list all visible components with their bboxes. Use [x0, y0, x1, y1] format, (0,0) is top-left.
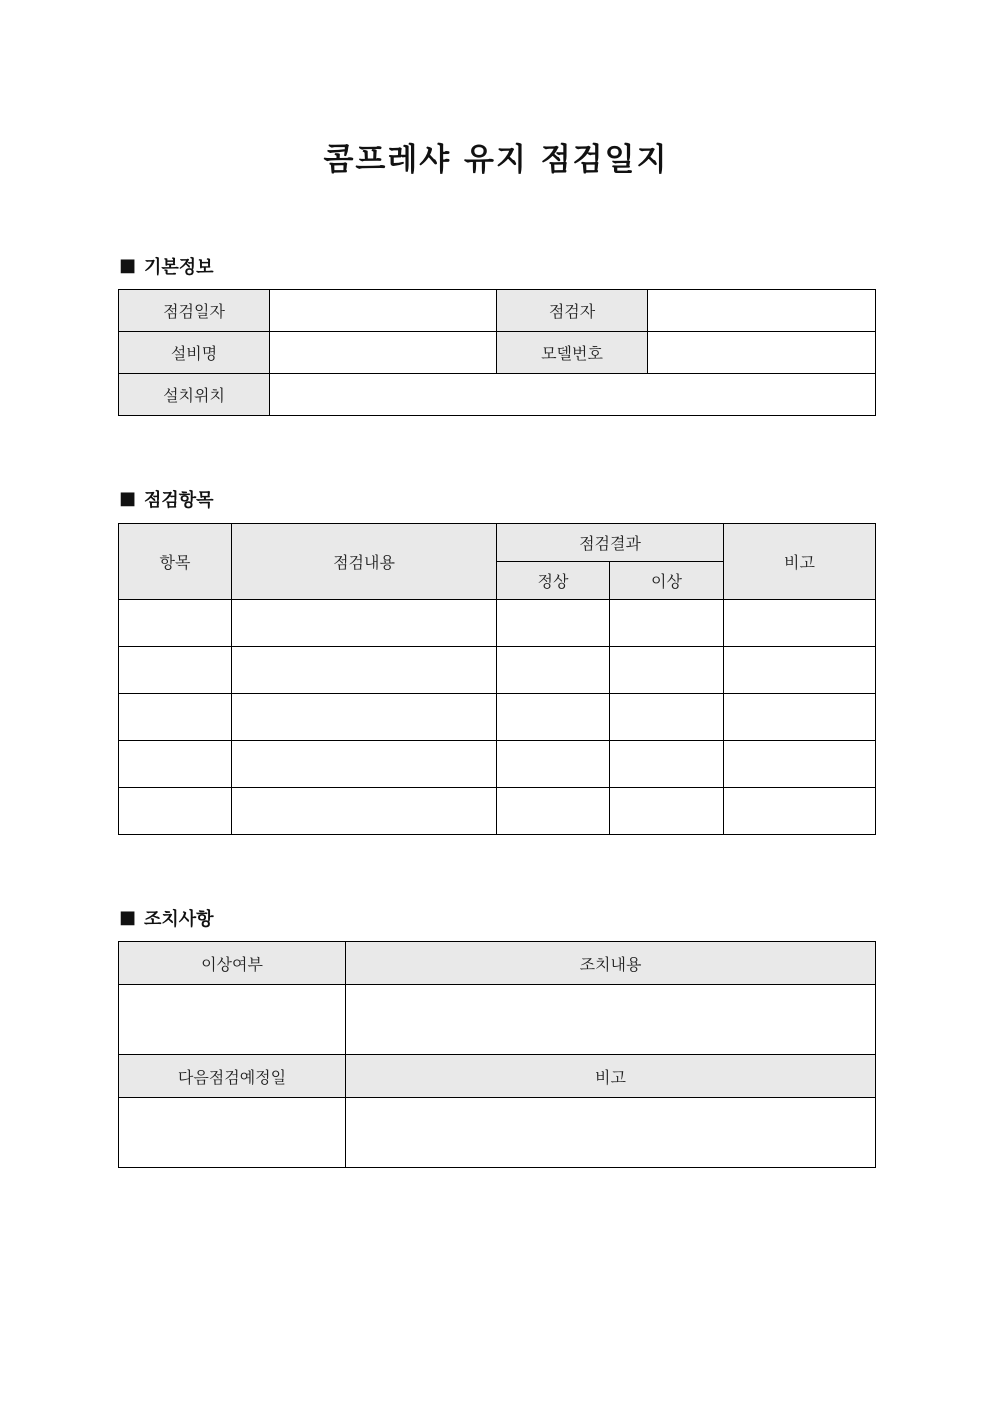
- inspection-items-table: [118, 523, 876, 835]
- remarks-cell[interactable]: [724, 647, 876, 694]
- remarks-cell[interactable]: [724, 788, 876, 835]
- remarks-column-header: 비고: [724, 524, 876, 600]
- inspection-date-field[interactable]: [270, 290, 497, 332]
- abnormal-cell[interactable]: [610, 741, 724, 788]
- inspection-items-heading: [119, 486, 214, 512]
- basic-info-row: [119, 374, 876, 416]
- actions-body-row: [119, 985, 876, 1055]
- model-number-label: 모델번호: [497, 332, 648, 374]
- item-cell[interactable]: [119, 694, 232, 741]
- normal-cell[interactable]: [497, 647, 610, 694]
- next-inspection-date-label: 다음점검예정일: [119, 1055, 346, 1098]
- content-cell[interactable]: [232, 788, 497, 835]
- action-details-label: 조치내용: [346, 942, 876, 985]
- table-row: [119, 741, 876, 788]
- abnormal-cell[interactable]: [610, 788, 724, 835]
- inspection-items-heading-text: 점검항목: [144, 490, 214, 511]
- actions-remarks-field[interactable]: [346, 1098, 876, 1168]
- normal-cell[interactable]: [497, 600, 610, 647]
- table-row: [119, 694, 876, 741]
- actions-header-row: [119, 942, 876, 985]
- content-cell[interactable]: [232, 647, 497, 694]
- basic-info-row: [119, 332, 876, 374]
- actions-heading: [119, 905, 214, 931]
- actions-header-row: [119, 1055, 876, 1098]
- actions-table: [118, 941, 876, 1168]
- inspection-header-row: [119, 524, 876, 562]
- remarks-cell[interactable]: [724, 600, 876, 647]
- actions-remarks-label: 비고: [346, 1055, 876, 1098]
- table-row: [119, 647, 876, 694]
- table-row: [119, 600, 876, 647]
- item-column-header: 항목: [119, 524, 232, 600]
- content-cell[interactable]: [232, 694, 497, 741]
- remarks-cell[interactable]: [724, 694, 876, 741]
- abnormality-field[interactable]: [119, 985, 346, 1055]
- content-cell[interactable]: [232, 741, 497, 788]
- abnormality-label: 이상여부: [119, 942, 346, 985]
- item-cell[interactable]: [119, 741, 232, 788]
- normal-cell[interactable]: [497, 741, 610, 788]
- abnormal-cell[interactable]: [610, 694, 724, 741]
- equipment-name-field[interactable]: [270, 332, 497, 374]
- basic-info-table: [118, 289, 876, 416]
- result-column-header: 점검결과: [497, 524, 724, 562]
- actions-heading-text: 조치사항: [144, 909, 214, 930]
- normal-cell[interactable]: [497, 788, 610, 835]
- table-row: [119, 788, 876, 835]
- basic-info-row: [119, 290, 876, 332]
- next-inspection-date-field[interactable]: [119, 1098, 346, 1168]
- section-square-icon: ■: [119, 488, 137, 509]
- actions-body-row: [119, 1098, 876, 1168]
- inspector-label: 점검자: [497, 290, 648, 332]
- inspection-date-label: 점검일자: [119, 290, 270, 332]
- section-square-icon: ■: [119, 907, 137, 928]
- inspector-field[interactable]: [648, 290, 876, 332]
- normal-cell[interactable]: [497, 694, 610, 741]
- action-details-field[interactable]: [346, 985, 876, 1055]
- item-cell[interactable]: [119, 600, 232, 647]
- abnormal-column-header: 이상: [610, 562, 724, 600]
- abnormal-cell[interactable]: [610, 647, 724, 694]
- install-location-field[interactable]: [270, 374, 876, 416]
- basic-info-heading: [119, 253, 214, 279]
- install-location-label: 설치위치: [119, 374, 270, 416]
- content-column-header: 점검내용: [232, 524, 497, 600]
- page-title: 콤프레샤 유지 점검일지: [323, 142, 669, 178]
- item-cell[interactable]: [119, 647, 232, 694]
- basic-info-heading-text: 기본정보: [144, 257, 214, 278]
- equipment-name-label: 설비명: [119, 332, 270, 374]
- abnormal-cell[interactable]: [610, 600, 724, 647]
- item-cell[interactable]: [119, 788, 232, 835]
- content-cell[interactable]: [232, 600, 497, 647]
- model-number-field[interactable]: [648, 332, 876, 374]
- section-square-icon: ■: [119, 255, 137, 276]
- remarks-cell[interactable]: [724, 741, 876, 788]
- normal-column-header: 정상: [497, 562, 610, 600]
